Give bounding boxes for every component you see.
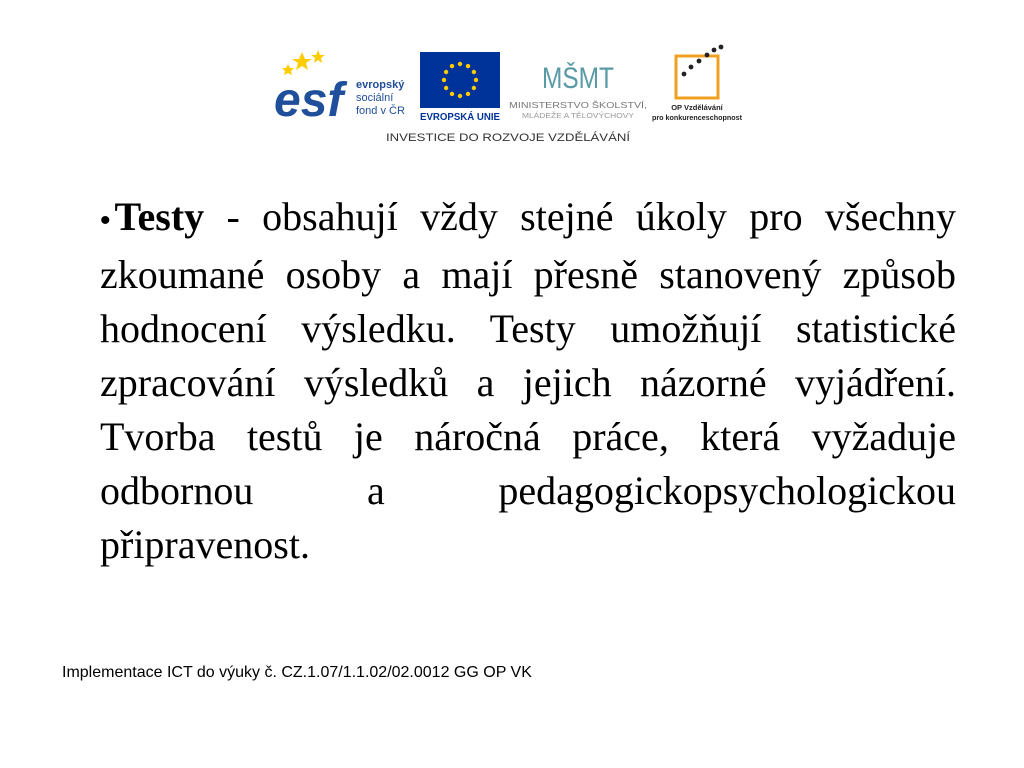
eu-logo: [420, 52, 503, 123]
star-icon: [311, 50, 325, 63]
esf-line-1: evropský: [356, 79, 405, 91]
eu-caption: EVROPSKÁ UNIE: [420, 112, 503, 123]
msmt-mark: MŠMT: [542, 62, 631, 95]
msmt-line-2: MLÁDEŽE A TĚLOVÝCHOVY: [522, 113, 616, 120]
opvk-line-1: OP Vzdělávání: [671, 103, 723, 112]
esf-logo: [274, 50, 405, 127]
opvk-line-2: pro konkurenceschopnost: [652, 113, 743, 122]
bullet-term: Testy: [114, 194, 205, 239]
logo-strip: [272, 44, 752, 148]
esf-line-2: sociální: [356, 92, 394, 104]
msmt-line-1: MINISTERSTVO ŠKOLSTVÍ,: [509, 100, 647, 110]
bullet-text: - obsahují vždy stejné úkoly pro všechny zkoumané osoby a mají přesně stanovený způsob hodnocení výsledku. Testy umožňují statistické zpracování výsledků a jejich názorné vyjádření. Tvorba testů je náročná práce, která vyžaduje odbornou a pedagogickopsychologickou připravenost.: [100, 194, 956, 567]
eu-flag: [420, 52, 500, 108]
star-icon: [292, 52, 312, 70]
esf-mark: esf: [274, 74, 344, 127]
tagline: INVESTICE DO ROZVOJE VZDĚLÁVÁNÍ: [386, 132, 591, 144]
bullet-paragraph: [100, 190, 956, 572]
bullet-icon: •: [100, 204, 111, 237]
footer-text: Implementace ICT do výuky č. CZ.1.07/1.1.02/02.0012 GG OP VK: [62, 664, 532, 681]
opvk-logo: [652, 45, 742, 122]
esf-line-3: fond v ČR: [356, 105, 405, 117]
msmt-logo: [509, 61, 647, 120]
